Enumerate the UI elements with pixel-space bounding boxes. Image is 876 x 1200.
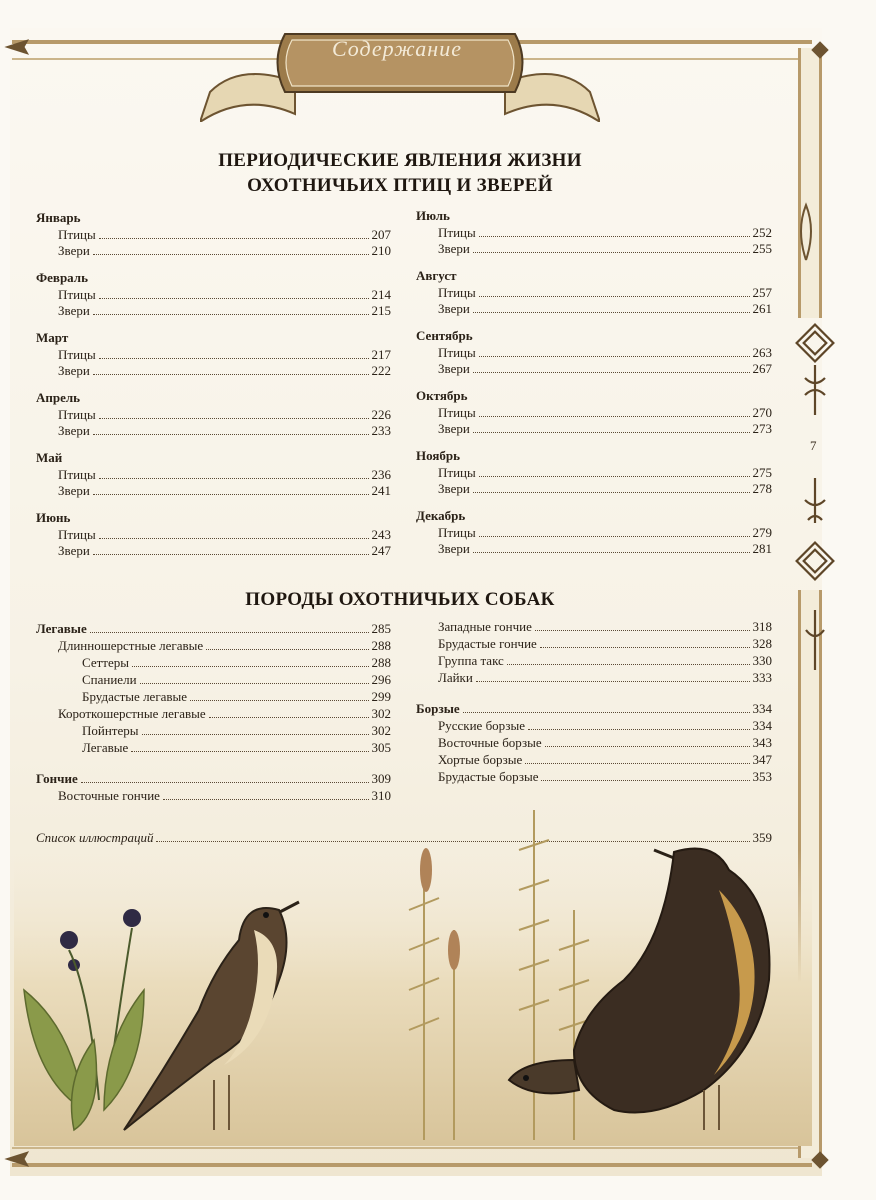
leader-dots — [479, 536, 750, 537]
toc-entry-birds[interactable] — [416, 285, 772, 301]
entry-label: Звери — [58, 303, 90, 318]
entry-label: Птицы — [438, 525, 476, 540]
leader-dots — [99, 418, 369, 419]
month-heading: Август — [416, 268, 457, 283]
leader-dots — [132, 666, 369, 667]
toc-entry-breed[interactable] — [36, 620, 391, 637]
leader-dots — [479, 296, 750, 297]
leader-dots — [93, 254, 369, 255]
leader-dots — [473, 372, 750, 373]
corner-knot-icon — [812, 42, 828, 58]
entry-page-number: 210 — [371, 243, 391, 258]
toc-entry-birds[interactable] — [36, 527, 391, 543]
entry-page-number: 334 — [752, 718, 772, 733]
leader-dots — [473, 492, 750, 493]
month-heading: Июль — [416, 208, 450, 223]
page-number: 7 — [810, 438, 817, 453]
entry-page-number: 288 — [371, 655, 391, 670]
entry-label: Звери — [58, 483, 90, 498]
toc-entry-breed[interactable] — [36, 654, 391, 671]
entry-label: Русские борзые — [438, 718, 525, 733]
banner-title: Содержание — [331, 36, 462, 61]
toc-entry-beasts[interactable] — [36, 543, 391, 559]
leader-dots — [479, 236, 750, 237]
entry-page-number: 288 — [371, 638, 391, 653]
toc-entry-beasts[interactable] — [36, 423, 391, 439]
entry-page-number: 252 — [752, 225, 772, 240]
entry-page-number: 270 — [752, 405, 772, 420]
entry-page-number: 267 — [752, 361, 772, 376]
entry-label: Птицы — [58, 287, 96, 302]
month-heading: Июнь — [36, 510, 71, 525]
month-heading: Февраль — [36, 270, 88, 285]
entry-page-number: 299 — [371, 689, 391, 704]
leader-dots — [81, 782, 369, 783]
leader-dots — [525, 763, 749, 764]
toc-entry-beasts[interactable] — [416, 301, 772, 317]
section-title-line-1: ПЕРИОДИЧЕСКИЕ ЯВЛЕНИЯ ЖИЗНИ — [218, 150, 582, 171]
entry-page-number: 273 — [752, 421, 772, 436]
dog-breeds-right-column — [416, 618, 772, 785]
entry-page-number: 305 — [371, 740, 391, 755]
entry-page-number: 247 — [371, 543, 391, 558]
leader-dots — [190, 700, 368, 701]
fleur-ornament-icon — [805, 365, 825, 415]
entry-page-number: 255 — [752, 241, 772, 256]
entry-label: Звери — [438, 361, 470, 376]
entry-page-number: 310 — [371, 788, 391, 803]
toc-entry-breed[interactable] — [416, 700, 772, 717]
entry-page-number: 302 — [371, 723, 391, 738]
entry-page-number: 207 — [371, 227, 391, 242]
leader-dots — [541, 780, 749, 781]
entry-label: Звери — [438, 241, 470, 256]
month-heading: Январь — [36, 210, 81, 225]
toc-entry-birds[interactable] — [416, 225, 772, 241]
entry-label: Легавые — [82, 740, 129, 755]
toc-entry-birds[interactable] — [36, 467, 391, 483]
leader-dots — [142, 734, 369, 735]
leader-dots — [209, 717, 369, 718]
entry-page-number: 302 — [371, 706, 391, 721]
illustrations-page: 359 — [752, 830, 772, 845]
entry-page-number: 333 — [752, 670, 772, 685]
entry-label: Спаниели — [82, 672, 137, 687]
entry-page-number: 275 — [752, 465, 772, 480]
entry-page-number: 334 — [752, 701, 772, 716]
entry-page-number: 330 — [752, 653, 772, 668]
toc-entry-breed[interactable] — [416, 669, 772, 686]
leader-dots — [93, 434, 369, 435]
entry-page-number: 217 — [371, 347, 391, 362]
toc-entry-beasts[interactable] — [416, 361, 772, 377]
entry-label: Группа такс — [438, 653, 504, 668]
phenology-left-column — [36, 208, 391, 568]
leader-dots — [99, 478, 369, 479]
toc-entry-birds[interactable] — [36, 227, 391, 243]
toc-entry-birds[interactable] — [36, 407, 391, 423]
leader-dots — [540, 647, 750, 648]
entry-label: Звери — [58, 243, 90, 258]
entry-page-number: 318 — [752, 619, 772, 634]
entry-label: Лайки — [438, 670, 473, 685]
entry-label: Птицы — [438, 285, 476, 300]
leader-dots — [93, 314, 369, 315]
entry-page-number: 343 — [752, 735, 772, 750]
entry-label: Сеттеры — [82, 655, 129, 670]
toc-entry-breed[interactable] — [416, 635, 772, 652]
toc-entry-beasts[interactable] — [36, 483, 391, 499]
toc-entry-beasts[interactable] — [416, 541, 772, 557]
leader-dots — [507, 664, 750, 665]
entry-page-number: 279 — [752, 525, 772, 540]
section-title-dogs: ПОРОДЫ ОХОТНИЧЬИХ СОБАК — [245, 589, 555, 610]
leader-dots — [90, 632, 369, 633]
leader-dots — [473, 552, 750, 553]
entry-page-number: 241 — [371, 483, 391, 498]
month-heading: Май — [36, 450, 63, 465]
corner-arrow-icon — [6, 1152, 28, 1166]
entry-label: Легавые — [36, 621, 87, 636]
toc-entry-beasts[interactable] — [416, 241, 772, 257]
entry-label: Птицы — [58, 347, 96, 362]
month-heading: Декабрь — [416, 508, 466, 523]
toc-entry-breed[interactable] — [416, 618, 772, 635]
entry-label: Звери — [58, 543, 90, 558]
entry-label: Пойнтеры — [82, 723, 139, 738]
toc-entry-birds[interactable] — [416, 465, 772, 481]
lily-ornament-icon — [806, 610, 824, 670]
entry-label: Гончие — [36, 771, 78, 786]
entry-page-number: 278 — [752, 481, 772, 496]
leader-dots — [99, 238, 369, 239]
entry-label: Звери — [58, 423, 90, 438]
toc-entry-birds[interactable] — [416, 345, 772, 361]
entry-page-number: 261 — [752, 301, 772, 316]
entry-label: Птицы — [58, 227, 96, 242]
toc-entry-breed[interactable] — [416, 751, 772, 768]
toc-entry-beasts[interactable] — [416, 481, 772, 497]
entry-page-number: 214 — [371, 287, 391, 302]
entry-page-number: 328 — [752, 636, 772, 651]
leader-dots — [99, 538, 369, 539]
entry-page-number: 236 — [371, 467, 391, 482]
toc-entry-beasts[interactable] — [36, 243, 391, 259]
month-heading: Ноябрь — [416, 448, 461, 463]
entry-label: Звери — [58, 363, 90, 378]
leader-dots — [528, 729, 750, 730]
toc-entry-breed[interactable] — [416, 768, 772, 785]
entry-label: Длинношерстные легавые — [58, 638, 204, 653]
entry-page-number: 347 — [752, 752, 772, 767]
entry-label: Восточные гончие — [58, 788, 160, 803]
illustrations-label: Список иллюстраций — [36, 830, 154, 845]
entry-page-number: 281 — [752, 541, 772, 556]
entry-label: Птицы — [438, 225, 476, 240]
leader-dots — [131, 751, 368, 752]
entry-label: Борзые — [416, 701, 460, 716]
entry-label: Птицы — [58, 467, 96, 482]
entry-label: Брудастые борзые — [438, 769, 539, 784]
entry-page-number: 222 — [371, 363, 391, 378]
toc-entry-breed[interactable] — [416, 734, 772, 751]
entry-label: Птицы — [438, 345, 476, 360]
toc-entry-beasts[interactable] — [36, 303, 391, 319]
toc-entry-breed[interactable] — [36, 688, 391, 705]
leader-dots — [99, 298, 369, 299]
entry-label: Брудастые легавые — [82, 689, 188, 704]
leader-dots — [93, 554, 369, 555]
entry-label: Брудастые гончие — [438, 636, 537, 651]
fleur-ornament-icon — [805, 478, 825, 523]
toc-entry-beasts[interactable] — [36, 363, 391, 379]
scroll-ornament-icon — [801, 205, 811, 260]
month-heading: Октябрь — [416, 388, 468, 403]
month-heading: Март — [36, 330, 69, 345]
toc-entry-breed[interactable] — [416, 717, 772, 734]
toc-entry-breed[interactable] — [416, 652, 772, 669]
toc-entry-breed[interactable] — [36, 671, 391, 688]
entry-page-number: 243 — [371, 527, 391, 542]
entry-label: Птицы — [438, 465, 476, 480]
toc-entry-birds[interactable] — [416, 405, 772, 421]
birds-illustration — [14, 790, 812, 1146]
entry-label: Звери — [438, 481, 470, 496]
toc-entry-breed[interactable] — [36, 722, 391, 739]
leader-dots — [473, 432, 750, 433]
entry-page-number: 309 — [371, 771, 391, 786]
toc-entry-birds[interactable] — [36, 347, 391, 363]
leader-dots — [99, 358, 369, 359]
leader-dots — [479, 416, 750, 417]
leader-dots — [479, 476, 750, 477]
entry-label: Птицы — [58, 527, 96, 542]
month-heading: Апрель — [36, 390, 81, 405]
corner-knot-icon — [812, 1152, 828, 1168]
leader-dots — [473, 312, 750, 313]
toc-entry-birds[interactable] — [36, 287, 391, 303]
toc-entry-breed[interactable] — [36, 739, 391, 756]
phenology-right-column — [416, 206, 772, 566]
entry-label: Звери — [438, 541, 470, 556]
leader-dots — [93, 494, 369, 495]
entry-label: Птицы — [438, 405, 476, 420]
month-heading: Сентябрь — [416, 328, 473, 343]
leader-dots — [476, 681, 750, 682]
leader-dots — [140, 683, 369, 684]
entry-page-number: 215 — [371, 303, 391, 318]
entry-label: Звери — [438, 301, 470, 316]
entry-page-number: 257 — [752, 285, 772, 300]
entry-page-number: 226 — [371, 407, 391, 422]
section-title-phenology — [150, 148, 650, 198]
toc-entry-breed[interactable] — [36, 705, 391, 722]
corner-arrow-icon — [6, 40, 28, 54]
entry-label: Звери — [438, 421, 470, 436]
leader-dots — [473, 252, 750, 253]
toc-entry-birds[interactable] — [416, 525, 772, 541]
toc-entry-breed[interactable] — [36, 770, 391, 787]
toc-entry-breed[interactable] — [36, 637, 391, 654]
leader-dots — [479, 356, 750, 357]
leader-dots — [535, 630, 750, 631]
entry-label: Восточные борзые — [438, 735, 542, 750]
entry-page-number: 285 — [371, 621, 391, 636]
section-title-line-2: ОХОТНИЧЬИХ ПТИЦ И ЗВЕРЕЙ — [247, 175, 553, 196]
entry-page-number: 233 — [371, 423, 391, 438]
entry-label: Короткошерстные легавые — [58, 706, 206, 721]
entry-label: Западные гончие — [438, 619, 532, 634]
leader-dots — [463, 712, 750, 713]
entry-label: Птицы — [58, 407, 96, 422]
leader-dots — [545, 746, 750, 747]
leader-dots — [93, 374, 369, 375]
entry-page-number: 263 — [752, 345, 772, 360]
entry-page-number: 353 — [752, 769, 772, 784]
leader-dots — [206, 649, 368, 650]
entry-label: Хортые борзые — [438, 752, 523, 767]
dog-breeds-left-column — [36, 620, 391, 804]
entry-page-number: 296 — [371, 672, 391, 687]
toc-entry-beasts[interactable] — [416, 421, 772, 437]
